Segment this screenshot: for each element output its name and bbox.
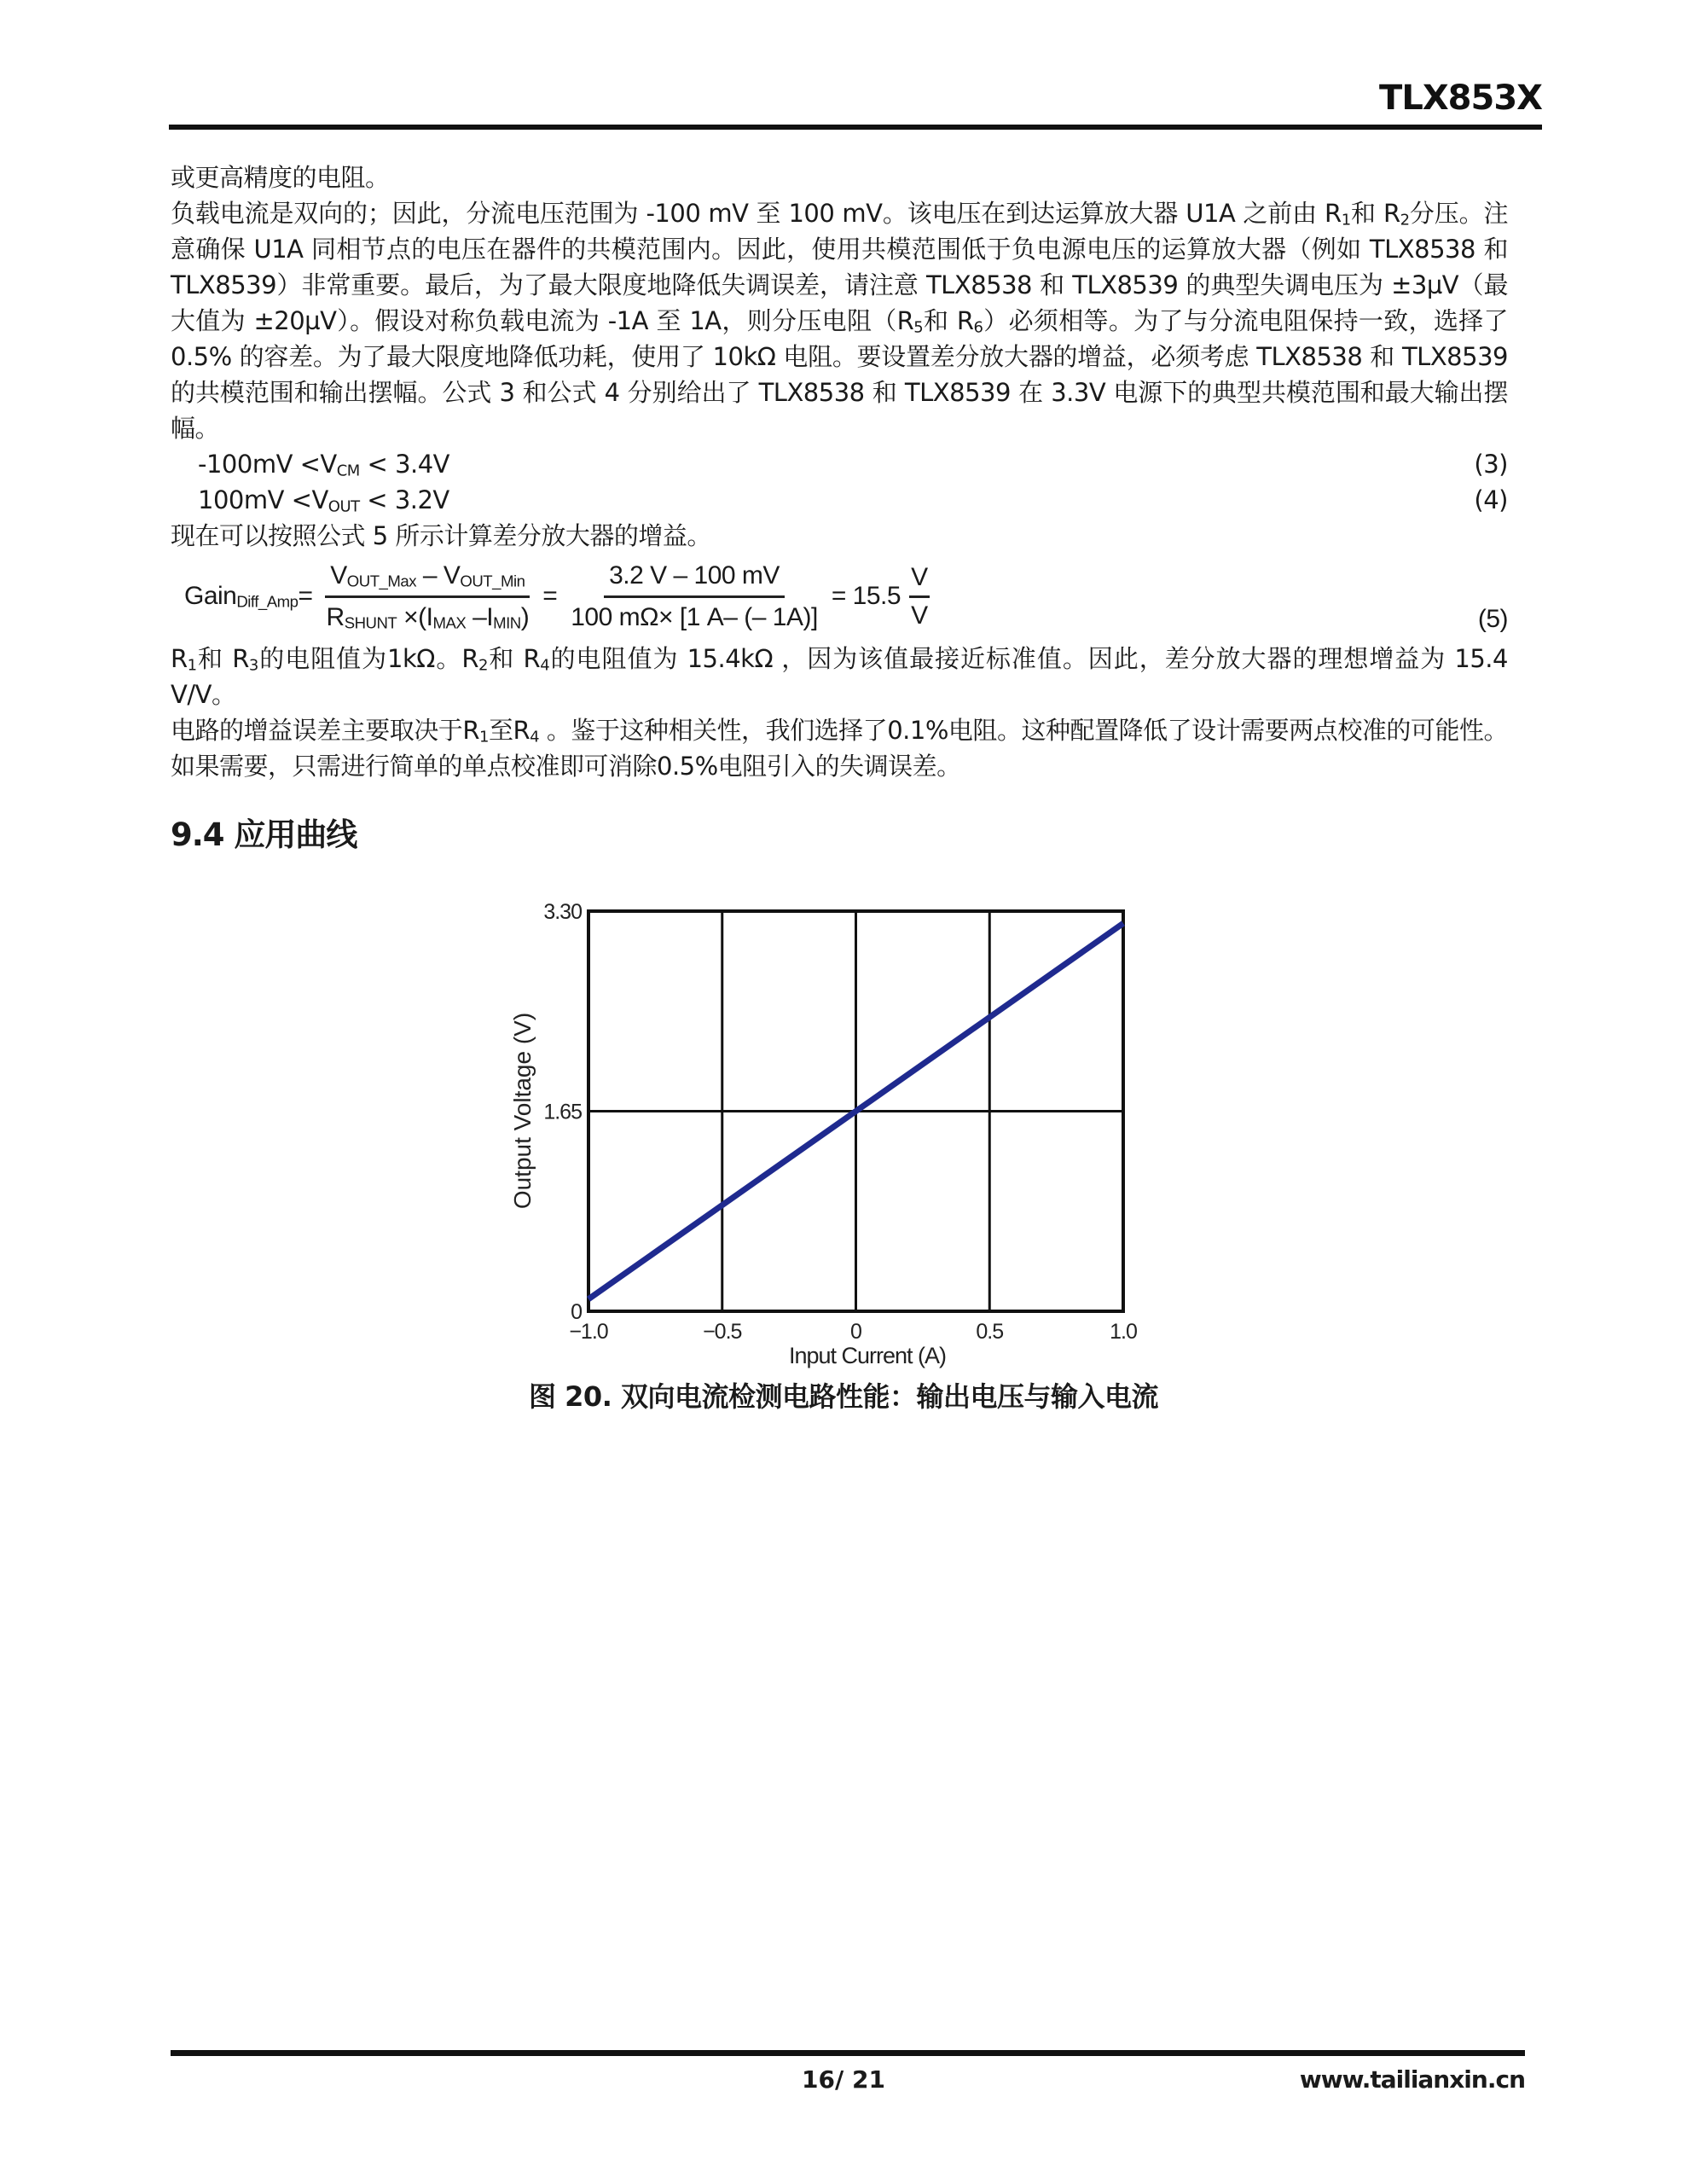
text-run: -100mV <V xyxy=(198,450,337,479)
subscript: 4 xyxy=(540,656,550,675)
equation-number: (3) xyxy=(1474,450,1508,479)
equation-5 xyxy=(171,559,1508,641)
numerator xyxy=(325,558,530,598)
y-tick-label: 3.30 xyxy=(543,900,582,924)
figure-caption xyxy=(0,1375,1687,1414)
unit-fraction xyxy=(909,560,930,634)
subscript: 1 xyxy=(187,656,197,675)
text-run: R xyxy=(171,644,188,673)
text-run: ×(I xyxy=(397,602,433,631)
caption-prefix: 图 xyxy=(529,1380,565,1413)
x-tick-label: 0.5 xyxy=(976,1320,1004,1344)
text-run: – V xyxy=(416,561,461,590)
subscript: MAX xyxy=(432,613,467,632)
paragraph-3 xyxy=(171,641,1508,712)
fraction-symbolic xyxy=(322,558,535,636)
result-value: = 15.5 xyxy=(831,582,901,610)
equation-3-body xyxy=(198,446,449,482)
subscript: OUT_Max xyxy=(346,572,417,590)
subscript: 1 xyxy=(478,728,489,746)
text-run: 负载电流是双向的；因此，分流电压范围为 -100 mV 至 100 mV。该电压在到达运算放大器 U1A 之前由 R xyxy=(171,199,1342,228)
caption-text: 双向电流检测电路性能：输出电压与输入电流 xyxy=(612,1380,1158,1413)
text-run: ）必须相等。为了与分流电阻保持一致，选择了 0.5% 的容差。为了最大限度地降低功耗，使用了 10kΩ 电阻。要设置差分放大器的增益，必须考虑 TLX8538 和 TLX8539 的共模范围和输出摆幅。公式 3 和公式 4 分别给出了 TLX8538 和 TLX8539 在 3.3V 电源下的典型共模范围和最大输出摆幅。 xyxy=(171,306,1508,443)
text-run: –I xyxy=(466,602,494,631)
subscript: SHUNT xyxy=(344,613,397,632)
y-axis-label: Output Voltage (V) xyxy=(509,1012,536,1210)
paragraph-1 xyxy=(171,195,1508,446)
text-run: R xyxy=(326,602,345,631)
denominator: 100 mΩ× [1 A– (– 1A)] xyxy=(571,602,818,631)
equals-sign: = xyxy=(298,582,313,610)
x-axis-label: Input Current (A) xyxy=(788,1343,947,1368)
body-text xyxy=(171,160,1508,784)
x-tick-label: −1.0 xyxy=(569,1320,608,1344)
subscript: 5 xyxy=(913,318,924,337)
footer-divider xyxy=(171,2050,1525,2056)
text-run: < 3.4V xyxy=(359,450,450,479)
equation-4-body xyxy=(198,482,449,518)
y-tick-label: 0 xyxy=(571,1300,582,1324)
text-run: 分压。注意确保 U1A 同相节点的电压在器件的共模范围内。因此，使用共模范围低于负电源电压的运算放大器（例如 TLX8538 和 TLX8539）非常重要。最后，为了最大限度地降低失调误差，请注意 TLX8538 和 TLX8539 的典型失调电压为 ±3µV（最大值为 ±20µV）。假设对称负载电流为 -1A 至 1A，则分压电阻（R xyxy=(171,199,1508,335)
text-run: 的电阻值为1kΩ。R xyxy=(258,644,479,673)
subscript: MIN xyxy=(493,613,521,632)
subscript: OUT xyxy=(328,497,360,516)
page-number: 16/ 21 xyxy=(802,2065,885,2094)
subscript: 3 xyxy=(248,656,258,675)
text-run: 100mV <V xyxy=(198,485,328,514)
subscript: 4 xyxy=(530,728,540,746)
section-title: 9.4 应用曲线 xyxy=(171,816,357,853)
output-voltage-vs-input-current-chart xyxy=(495,879,1160,1374)
subscript: OUT_Min xyxy=(460,572,525,590)
x-tick-label: −0.5 xyxy=(703,1320,742,1344)
equation-4 xyxy=(171,482,1508,518)
gain-symbol xyxy=(184,578,299,614)
subscript: 2 xyxy=(1400,211,1410,229)
y-tick-label: 1.65 xyxy=(543,1100,582,1124)
equation-number: (4) xyxy=(1474,485,1508,514)
equation-3 xyxy=(171,446,1508,482)
text-run: 至R xyxy=(488,716,530,745)
x-tick-label: 0 xyxy=(850,1320,861,1344)
equals-sign: = xyxy=(542,582,558,610)
fraction-numeric xyxy=(565,558,823,636)
subscript: Diff_Amp xyxy=(236,592,299,611)
text-run: 。鉴于这种相关性，我们选择了0.1%电阻。这种配置降低了设计需要两点校准的可能性。如果需要，只需进行简单的单点校准即可消除0.5%电阻引入的失调误差。 xyxy=(171,716,1509,781)
subscript: 1 xyxy=(1341,211,1351,229)
numerator: 3.2 V – 100 mV xyxy=(604,558,785,598)
paragraph-2: 现在可以按照公式 5 所示计算差分放大器的增益。 xyxy=(171,521,711,550)
subscript: 2 xyxy=(478,656,488,675)
equation-5-body xyxy=(184,561,938,632)
text-run: 电路的增益误差主要取决于R xyxy=(171,716,479,745)
unit-numerator: V xyxy=(909,560,930,598)
text-run: 和 R xyxy=(196,644,249,673)
caption-number: 20. xyxy=(565,1380,612,1413)
header-divider xyxy=(169,125,1542,130)
subscript: CM xyxy=(336,462,360,480)
text-run: 和 R xyxy=(1350,199,1400,228)
text-run: Gain xyxy=(184,582,237,610)
text-run: 和 R xyxy=(923,306,974,335)
text-run: 的电阻值为 15.4kΩ ，因为该值最接近标准值。因此，差分放大器的理想增益为 15.4 V/V。 xyxy=(171,644,1508,709)
paragraph-0: 或更高精度的电阻。 xyxy=(171,163,390,192)
paragraph-4 xyxy=(171,712,1508,784)
document-header-title: TLX853X xyxy=(1379,78,1542,118)
text-run: V xyxy=(330,561,347,590)
unit-denominator: V xyxy=(911,601,928,630)
website-link[interactable]: www.tailianxin.cn xyxy=(1299,2065,1525,2094)
text-run: 和 R xyxy=(487,644,541,673)
denominator xyxy=(322,598,535,636)
equation-number: (5) xyxy=(1477,605,1508,633)
subscript: 6 xyxy=(973,318,983,337)
text-run: < 3.2V xyxy=(359,485,449,514)
x-tick-label: 1.0 xyxy=(1110,1320,1137,1344)
text-run: ) xyxy=(520,602,530,631)
